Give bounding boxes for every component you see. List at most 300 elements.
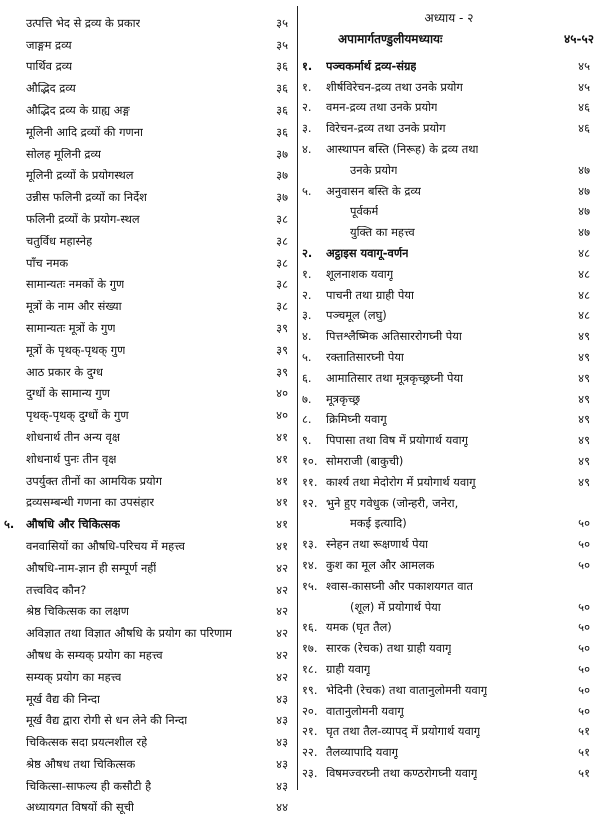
toc-entry-title: स्नेहन तथा रूक्षणार्थ पेया (326, 538, 429, 552)
toc-entry-label (4, 60, 72, 73)
toc-entry-label (302, 476, 476, 489)
toc-entry-title: औद्भिद द्रव्य के ग्राह्य अङ्ग (26, 103, 130, 117)
toc-entry (302, 385, 596, 406)
toc-entry-page: ४७ (578, 183, 590, 198)
toc-entry-number: २१. (302, 724, 318, 739)
toc-entry-label (302, 725, 480, 738)
toc-entry-number: ८. (302, 412, 312, 427)
toc-entry (4, 30, 294, 52)
toc-entry-title: पृथक्-पृथक् दुग्धों के गुण (26, 409, 129, 423)
toc-entry-number: १. (302, 58, 313, 73)
toc-entry-title: मूलिनी द्रव्यों के प्रयोगस्थल (26, 169, 134, 183)
toc-entry-label (4, 496, 154, 509)
toc-entry-page: ३८ (276, 255, 288, 270)
toc-entry-title: पित्तश्लैष्मिक अतिसाररोगघ्नी पेया (326, 330, 462, 344)
toc-entry-label (302, 580, 473, 593)
toc-entry-title: क्रिमिघ्नी यवागू (326, 413, 387, 427)
toc-entry-title: मूर्ख वैद्य द्वारा रोगी से धन लेने की निन्दा (26, 714, 188, 728)
toc-entry-label (4, 300, 122, 313)
toc-entry-label (4, 780, 151, 793)
toc-entry-label (4, 387, 110, 400)
toc-entry-title: दुग्धों के सामान्य गुण (26, 387, 110, 401)
column-divider (297, 6, 298, 790)
toc-entry-label (4, 758, 135, 771)
toc-entry-title: आठ प्रकार के दुग्ध (26, 365, 103, 379)
toc-entry (302, 114, 596, 135)
toc-entry (4, 597, 294, 619)
toc-entry-page: ४० (276, 408, 288, 423)
toc-entry-title: वातानुलोमनी यवागू (326, 704, 404, 718)
toc-entry-title: वमन-द्रव्य तथा उनके प्रयोग (326, 101, 438, 115)
toc-entry-label (4, 104, 130, 117)
toc-entry-label (302, 517, 407, 530)
toc-entry-number: ४. (302, 141, 312, 156)
toc-entry-number: ११. (302, 474, 318, 489)
toc-entry (302, 634, 596, 655)
toc-entry-page: ४० (276, 386, 288, 401)
toc-entry-title: मूत्रों के पृथक्-पृथक् गुण (26, 343, 126, 357)
toc-entry-label (4, 649, 163, 662)
toc-entry-title: घृत तथा तैल-व्यापद् में प्रयोगार्थ यवागू (326, 725, 481, 739)
toc-entry-label (4, 693, 100, 706)
toc-entry-number: ५. (302, 349, 312, 364)
toc-entry-page: ३८ (276, 277, 288, 292)
toc-entry-title: तत्त्वविद कौन? (26, 583, 87, 597)
toc-entry-page: ४९ (578, 370, 590, 385)
toc-entry-page: ४९ (578, 474, 590, 489)
toc-entry-page: ३५ (276, 37, 288, 52)
toc-entry-page: ३९ (276, 342, 288, 357)
toc-entry-label (302, 143, 478, 156)
toc-entry-label (302, 601, 441, 614)
toc-entry-page: ४८ (578, 245, 590, 260)
toc-entry (4, 618, 294, 640)
toc-entry-label (4, 562, 156, 575)
toc-entry-title: उन्नीस फलिनी द्रव्यों का निर्देश (26, 191, 147, 205)
toc-entry-label (302, 455, 403, 468)
toc-entry-page: ४९ (578, 349, 590, 364)
toc-entry-page: ३८ (276, 211, 288, 226)
toc-entry-label (4, 322, 115, 335)
toc-entry-title: पाचनी तथा ग्राही पेया (326, 288, 414, 302)
toc-entry-title: ग्राही यवागू (326, 662, 371, 676)
toc-entry (302, 551, 596, 572)
toc-entry-title: सामान्यतः मूत्रों के गुण (26, 321, 116, 335)
toc-entry-label (302, 81, 463, 94)
toc-entry (302, 52, 596, 73)
toc-entry (4, 531, 294, 553)
toc-entry (4, 662, 294, 684)
toc-entry (302, 738, 596, 759)
toc-entry-title: भेदिनी (रेचक) तथा वातानुलोमनी यवागू (326, 683, 488, 697)
toc-entry-page: ३५ (276, 15, 288, 30)
toc-entry (4, 444, 294, 466)
toc-entry (4, 640, 294, 662)
toc-entry-label (302, 767, 477, 780)
toc-entry-label (302, 559, 434, 572)
toc-entry-title: फलिनी द्रव्यों के प्रयोग-स्थल (26, 212, 140, 226)
toc-entry (302, 718, 596, 739)
toc-entry-page: ३६ (276, 81, 288, 96)
toc-entry-title: शोधनार्थ पुनः तीन वृक्ष (26, 452, 117, 466)
toc-entry-title: पार्थिव द्रव्य (26, 60, 73, 74)
toc-entry (4, 248, 294, 270)
toc-entry (302, 177, 596, 198)
toc-entry-label (302, 309, 387, 322)
toc-entry (302, 614, 596, 635)
toc-entry (302, 759, 596, 780)
toc-entry-label (4, 82, 76, 95)
toc-entry (302, 655, 596, 676)
toc-entry-number: १९. (302, 682, 318, 697)
toc-entry-page: ४१ (276, 473, 288, 488)
toc-entry-title: विरेचन-द्रव्य तथा उनके प्रयोग (326, 122, 446, 136)
toc-entry-label (302, 351, 404, 364)
toc-entry (4, 139, 294, 161)
toc-entry-title: मूर्ख वैद्य की निन्दा (26, 692, 100, 706)
toc-entry-page: ३८ (276, 233, 288, 248)
toc-entry-title: उत्पत्ति भेद से द्रव्य के प्रकार (26, 16, 141, 30)
toc-entry-title: आस्थापन बस्ति (निरूह) के द्रव्य तथा (326, 142, 479, 156)
toc-entry-title: अविज्ञात तथा विज्ञात औषधि के प्रयोग का परिणाम (26, 627, 232, 641)
toc-entry (302, 322, 596, 343)
toc-entry-page: ५० (578, 703, 590, 718)
toc-entry-title: शोधनार्थ तीन अन्य वृक्ष (26, 430, 121, 444)
toc-entry (4, 8, 294, 30)
toc-entry-label (4, 453, 116, 466)
toc-entry (302, 406, 596, 427)
toc-entry (302, 135, 596, 156)
toc-entry-page: ४५ (578, 58, 590, 73)
toc-entry-page: ४९ (578, 453, 590, 468)
toc-entry-page: ३८ (276, 299, 288, 314)
toc-entry-label (4, 518, 120, 531)
toc-entry-page: ४२ (276, 647, 288, 662)
toc-entry (4, 357, 294, 379)
toc-entry (4, 553, 294, 575)
toc-entry-page: ४१ (276, 495, 288, 510)
toc-entry-page: ४७ (578, 204, 590, 219)
toc-entry (4, 313, 294, 335)
toc-entry-page: ४२ (276, 626, 288, 641)
toc-entry-page: ४१ (276, 451, 288, 466)
toc-entry-page: ४६ (578, 100, 590, 115)
toc-entry-label (302, 205, 378, 218)
toc-entry-title: रक्तातिसारघ्नी पेया (326, 350, 404, 364)
toc-entry-label (302, 247, 408, 260)
toc-entry-title: अध्यायगत विषयों की सूची (26, 801, 134, 814)
toc-entry-page: ५० (578, 516, 590, 531)
toc-entry (4, 400, 294, 422)
toc-entry-title: तैलव्यापादि यवागू (326, 746, 399, 760)
toc-entry-page: ३७ (276, 190, 288, 205)
toc-entry (302, 364, 596, 385)
toc-entry-page: ४९ (578, 391, 590, 406)
toc-entry-page: ४२ (276, 582, 288, 597)
chapter-title: अपामार्गतण्डुलीयमध्यायः (338, 32, 443, 46)
toc-entry-title: मकई इत्यादि) (350, 517, 407, 531)
toc-entry-page: ३९ (276, 320, 288, 335)
toc-entry (302, 530, 596, 551)
toc-entry (302, 447, 596, 468)
toc-entry-page: ५० (578, 537, 590, 552)
toc-entry (4, 95, 294, 117)
toc-entry-title: अट्ठाइस यवागू-वर्णन (326, 246, 409, 260)
toc-entry-label (302, 413, 387, 426)
toc-entry-label (302, 289, 414, 302)
toc-entry-title: चिकित्सा-साफल्य ही कसौटी है (26, 779, 152, 793)
toc-entry-number: ३. (302, 121, 312, 136)
toc-entry (4, 793, 294, 814)
toc-entry-title: शीर्षविरेचन-द्रव्य तथा उनके प्रयोग (326, 80, 463, 94)
toc-entry (302, 73, 596, 94)
toc-entry-title: जाङ्गम द्रव्य (26, 38, 72, 52)
toc-entry-label (4, 540, 185, 553)
toc-entry-title: मूत्रों के नाम और संख्या (26, 300, 122, 314)
toc-entry-number: १. (302, 266, 312, 281)
toc-entry-label (302, 497, 458, 510)
toc-entry-number: ५. (4, 517, 15, 532)
toc-entry-label (302, 538, 428, 551)
toc-entry (4, 771, 294, 793)
toc-entry-page: ३६ (276, 59, 288, 74)
toc-entry-number: ६. (302, 370, 312, 385)
toc-entry-page: ५१ (578, 724, 590, 739)
toc-entry-title: श्रेष्ठ औषध तथा चिकित्सक (26, 757, 136, 771)
toc-entry-number: १५. (302, 578, 318, 593)
toc-entry-title: सोलह मूलिनी द्रव्य (26, 147, 101, 161)
toc-entry-label (4, 801, 134, 814)
toc-entry (4, 270, 294, 292)
toc-entry-title: चतुर्विध महास्नेह (26, 234, 93, 248)
toc-entry-title: कार्श्य तथा मेदोरोग में प्रयोगार्थ यवागू (326, 475, 476, 489)
toc-entry-label (4, 409, 129, 422)
toc-entry (4, 182, 294, 204)
toc-entry-label (4, 605, 129, 618)
toc-entry (4, 73, 294, 95)
toc-right-column (302, 8, 596, 780)
toc-entry (4, 706, 294, 728)
toc-entry-label (4, 475, 162, 488)
toc-entry (302, 468, 596, 489)
toc-entry-number: १४. (302, 557, 318, 572)
toc-entry-title: श्वास-कासघ्नी और पकाशयगत वात (326, 579, 473, 593)
toc-entry-page: ४१ (276, 538, 288, 553)
toc-entry (302, 239, 596, 260)
toc-entry-label (302, 684, 487, 697)
toc-entry-page: ३७ (276, 146, 288, 161)
toc-entry-label (4, 235, 92, 248)
toc-entry (302, 218, 596, 239)
toc-entry (4, 291, 294, 313)
toc-entry (4, 379, 294, 401)
toc-entry-title: पूर्वकर्म (350, 205, 379, 219)
chapter-heading: अध्याय - २ (424, 11, 474, 25)
toc-entry (302, 94, 596, 115)
toc-entry-number: १. (302, 79, 312, 94)
toc-entry-title: आमातिसार तथा मूत्रकृच्छ्रघ्नी पेया (326, 371, 464, 385)
toc-entry-page: ५१ (578, 765, 590, 780)
toc-entry-page: ४६ (578, 121, 590, 136)
toc-entry-number: २०. (302, 703, 318, 718)
toc-entry-label (302, 101, 437, 114)
toc-entry (4, 684, 294, 706)
toc-entry-title: मूलिनी आदि द्रव्यों की गणना (26, 125, 143, 139)
toc-entry-label (302, 642, 451, 655)
toc-entry-page: ४७ (578, 162, 590, 177)
toc-entry-label (4, 169, 134, 182)
toc-entry-title: पञ्चमूल (लघु) (326, 309, 387, 323)
toc-entry-title: सारक (रेचक) तथा ग्राही यवागू (326, 642, 452, 656)
toc-entry-label (4, 17, 140, 30)
toc-entry-label (4, 257, 68, 270)
toc-entry-title: यमक (घृत तैल) (326, 621, 392, 635)
toc-entry-page: ५० (578, 620, 590, 635)
toc-entry-label (4, 431, 120, 444)
toc-entry-page: ४३ (276, 691, 288, 706)
toc-entry-number: १७. (302, 641, 318, 656)
toc-entry-page: ४२ (276, 560, 288, 575)
toc-entry (302, 343, 596, 364)
toc-entry-page: ४२ (276, 604, 288, 619)
toc-entry-title: श्रेष्ठ चिकित्सक का लक्षण (26, 605, 130, 619)
toc-entry (4, 117, 294, 139)
toc-entry-label (4, 344, 125, 357)
toc-entry (302, 593, 596, 614)
toc-entry-number: ४. (302, 329, 312, 344)
toc-entry-number: २. (302, 100, 312, 115)
chapter-page-range: ४५-५२ (564, 32, 594, 46)
toc-entry-page: ३९ (276, 364, 288, 379)
toc-entry-number: ९. (302, 433, 312, 448)
toc-entry-title: सामान्यतः नमकों के गुण (26, 278, 125, 292)
toc-entry-title: भुने हुए गवेधुक (जोन्हरी, जनेरा, (326, 496, 459, 510)
toc-entry-title: औषधि और चिकित्सक (26, 518, 121, 532)
toc-entry (4, 161, 294, 183)
toc-entry (302, 302, 596, 323)
toc-entry-label (4, 671, 121, 684)
toc-entry-page: ४८ (578, 266, 590, 281)
toc-entry-label (302, 226, 415, 239)
toc-entry-page: ५० (578, 599, 590, 614)
toc-entry (4, 749, 294, 771)
toc-entry-label (302, 705, 404, 718)
toc-entry-title: (शूल) में प्रयोगार्थ पेया (350, 600, 441, 614)
toc-entry-page: ४९ (578, 412, 590, 427)
toc-entry (4, 727, 294, 749)
toc-entry-title: पिपासा तथा विष में प्रयोगार्थ यवागू (326, 434, 468, 448)
toc-entry-page: ४१ (276, 429, 288, 444)
toc-entry-page: ४७ (578, 225, 590, 240)
toc-entry (302, 426, 596, 447)
toc-entry-label (4, 39, 72, 52)
toc-entry-page: ४१ (276, 517, 288, 532)
toc-entry (302, 260, 596, 281)
toc-entry-title: विषमज्वरघ्नी तथा कण्ठरोगघ्नी यवागू (326, 766, 478, 780)
toc-entry-title: चिकित्सक सदा प्रयत्नशील रहे (26, 736, 148, 750)
toc-entry-label (4, 191, 147, 204)
toc-entry-page: ४३ (276, 735, 288, 750)
toc-entry-title: पञ्चकर्मार्थ द्रव्य-संग्रह (326, 59, 417, 73)
toc-entry-number: १८. (302, 661, 318, 676)
toc-entry-label (4, 278, 124, 291)
toc-entry-label (302, 60, 416, 73)
toc-entry (302, 489, 596, 510)
toc-entry-title: औषधि-नाम-ज्ञान ही सम्पूर्ण नहीं (26, 561, 157, 575)
toc-entry-page: ५० (578, 641, 590, 656)
toc-entry (302, 676, 596, 697)
toc-entry-title: मूत्रकृच्छ्र (326, 392, 361, 406)
toc-entry-page: ४३ (276, 713, 288, 728)
toc-entry-number: २२. (302, 745, 318, 760)
toc-entry (302, 510, 596, 531)
toc-entry (302, 697, 596, 718)
toc-entry-title: सोमराजी (बाकुची) (326, 454, 404, 468)
toc-entry-title: द्रव्यसम्बन्धी गणना का उपसंहार (26, 496, 155, 510)
toc-entry-number: १३. (302, 537, 318, 552)
toc-entry-page: ५१ (578, 745, 590, 760)
toc-entry-label (302, 434, 468, 447)
toc-entry (302, 572, 596, 593)
toc-entry-title: औषध के सम्यक् प्रयोग का महत्त्व (26, 648, 163, 662)
toc-entry-number: २. (302, 245, 313, 260)
toc-entry-page: ४३ (276, 756, 288, 771)
toc-entry-number: ३. (302, 308, 312, 323)
toc-entry-page: ४८ (578, 287, 590, 302)
toc-entry (4, 466, 294, 488)
toc-entry-page: ५० (578, 557, 590, 572)
toc-entry-label (302, 164, 397, 177)
toc-entry-page: ३७ (276, 168, 288, 183)
toc-right-list (302, 52, 596, 780)
toc-entry-title: सम्यक् प्रयोग का महत्त्व (26, 670, 122, 684)
toc-entry-number: ५. (302, 183, 312, 198)
toc-entry-label (4, 736, 147, 749)
toc-entry-page: ५० (578, 682, 590, 697)
toc-entry-number: १०. (302, 453, 318, 468)
toc-entry-label (302, 393, 360, 406)
toc-entry-title: युक्ति का महत्त्व (350, 226, 415, 240)
toc-left-column (4, 8, 294, 814)
toc-entry (4, 509, 294, 531)
toc-entry-label (4, 366, 103, 379)
toc-entry-label (302, 330, 462, 343)
toc-entry (4, 488, 294, 510)
toc-entry-label (4, 126, 143, 139)
toc-entry-label (4, 584, 86, 597)
toc-entry-title: शूलनाशक यवागू (326, 267, 394, 281)
toc-entry-title: पाँच नमक (26, 256, 69, 270)
toc-entry (4, 335, 294, 357)
toc-entry-label (4, 627, 232, 640)
toc-entry-label (4, 148, 101, 161)
toc-entry (4, 422, 294, 444)
toc-entry-title: उपर्युक्त तीनों का आमयिक प्रयोग (26, 474, 163, 488)
toc-entry-label (302, 372, 463, 385)
toc-entry-page: ३६ (276, 124, 288, 139)
toc-entry-number: २३. (302, 765, 318, 780)
chapter-title-row (302, 28, 596, 50)
toc-entry-label (302, 746, 398, 759)
toc-entry-page: ४२ (276, 669, 288, 684)
toc-entry-label (4, 213, 140, 226)
toc-entry (4, 204, 294, 226)
toc-entry-label (302, 185, 421, 198)
toc-entry (4, 226, 294, 248)
toc-entry-label (4, 714, 187, 727)
toc-entry-page: ३६ (276, 102, 288, 117)
toc-entry-title: औद्भिद द्रव्य (26, 82, 76, 96)
